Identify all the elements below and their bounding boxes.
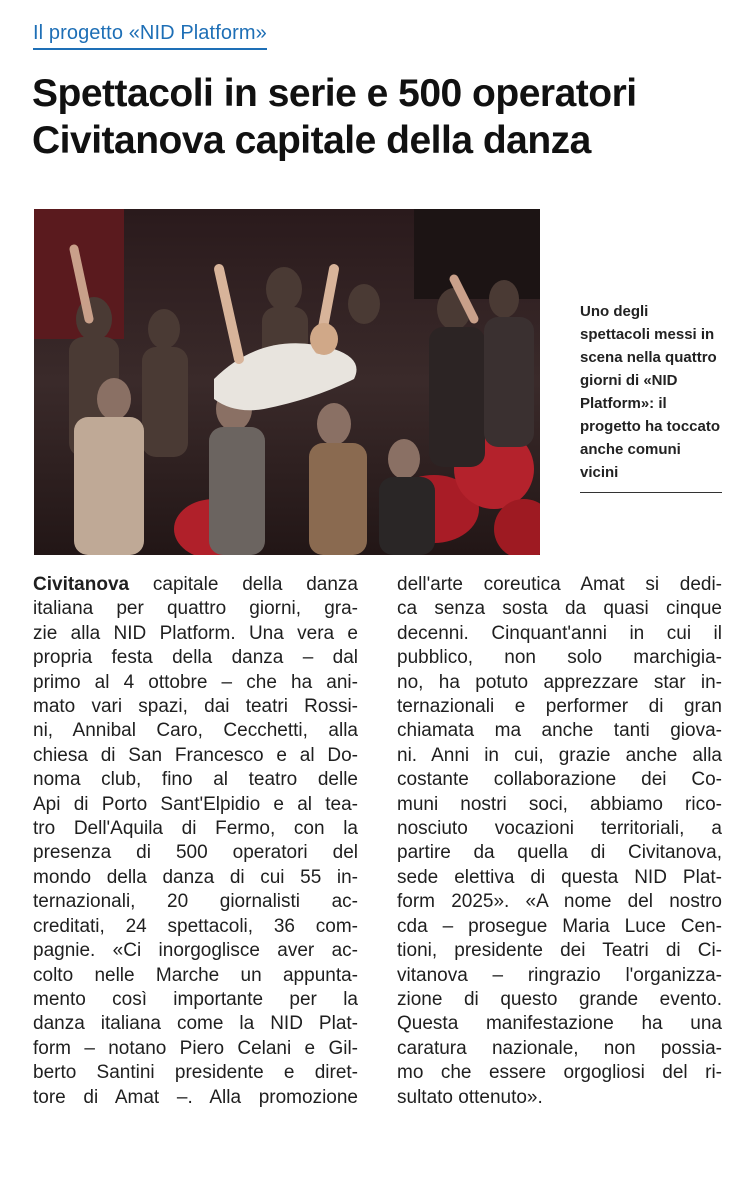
- article-line: tioni, presidente dei Teatri di Ci-: [397, 940, 722, 962]
- article-line: costante collaborazione dei Co-: [397, 769, 722, 791]
- article-line: zione di questo grande evento.: [397, 988, 722, 1010]
- article-line: chiesa di San Francesco e al Do-: [33, 744, 358, 766]
- article-line: mondo della danza di cui 55 in-: [33, 866, 358, 888]
- article-line: mato vari spazi, dai teatri Rossi-: [33, 696, 358, 718]
- article-line: berto Santini presidente e diret-: [33, 1062, 358, 1084]
- article-line: vitanova – ringrazio l'organizza-: [397, 964, 722, 986]
- article-line: presenza di 500 operatori del: [33, 842, 358, 864]
- article-line: ternazionali, 20 giornalisti ac-: [33, 891, 358, 913]
- article-line: caratura nazionale, non possia-: [397, 1037, 722, 1059]
- article-line: Api di Porto Sant'Elpidio e al tea-: [33, 793, 358, 815]
- article-line: chiamata ma anche tanti giova-: [397, 720, 722, 742]
- article-column-left: [33, 573, 358, 1110]
- article-line: form 2025». «A nome del nostro: [397, 891, 722, 913]
- article-line: Questa manifestazione ha una: [397, 1013, 722, 1035]
- article-line: dell'arte coreutica Amat si dedi-: [397, 574, 722, 595]
- article-line: pubblico, non solo marchigia-: [397, 647, 722, 669]
- section-kicker: Il progetto «NID Platform»: [33, 22, 267, 50]
- article-line: muni nostri soci, abbiamo rico-: [397, 793, 722, 815]
- article-line: decenni. Cinquant'anni in cui il: [397, 622, 722, 644]
- article-line: tro Dell'Aquila di Fermo, con la: [33, 818, 358, 840]
- headline-line-1: Spettacoli in serie e 500 operatori: [32, 72, 637, 115]
- article-line: no, ha potuto apprezzare star in-: [397, 671, 722, 693]
- headline-line-2: Civitanova capitale della danza: [32, 119, 591, 162]
- article-line: nosciuto vocazioni territoriali, a: [397, 818, 722, 840]
- article-line: Civitanova capitale della danza: [33, 574, 358, 595]
- article-line: sede elettiva di questa NID Plat-: [397, 866, 722, 888]
- article-line: ni, Annibal Caro, Cecchetti, alla: [33, 720, 358, 742]
- article-line: partire da quella di Civitanova,: [397, 842, 722, 864]
- article-line: tore di Amat –. Alla promozione: [33, 1086, 358, 1108]
- lead-word: Civitanova: [33, 574, 130, 595]
- article-line: propria festa della danza – dal: [33, 647, 358, 669]
- article-line: pagnie. «Ci inorgoglisce aver ac-: [33, 940, 358, 962]
- article-line: zie alla NID Platform. Una vera e: [33, 622, 358, 644]
- article-line: italiana per quattro giorni, gra-: [33, 598, 358, 620]
- headline: [32, 70, 732, 164]
- article-line: mento così importante per la: [33, 988, 358, 1010]
- article-line: primo al 4 ottobre – che ha ani-: [33, 671, 358, 693]
- article-line: mo che essere orgogliosi del ri-: [397, 1062, 722, 1084]
- article-line: ternazionali e performer di gran: [397, 696, 722, 718]
- article-line: creditati, 24 spettacoli, 36 com-: [33, 915, 358, 937]
- article-line: ni. Anni in cui, grazie anche alla: [397, 744, 722, 766]
- article-line: danza italiana come la NID Plat-: [33, 1013, 358, 1035]
- article-line: form – notano Piero Celani e Gil-: [33, 1037, 358, 1059]
- article-line: cda – prosegue Maria Luce Cen-: [397, 915, 722, 937]
- event-photo: [34, 209, 540, 555]
- article-line: noma club, fino al teatro delle: [33, 769, 358, 791]
- article-line: sultato ottenuto».: [397, 1086, 543, 1108]
- photo-caption: Uno degli spettacoli messi in scena nella quattro giorni di «NID Platform»: il progetto ha toccato anche comuni vicini: [580, 300, 722, 493]
- article-line: ca senza sosta da quasi cinque: [397, 598, 722, 620]
- article-line: colto nelle Marche un appunta-: [33, 964, 358, 986]
- article-column-right: [397, 573, 722, 1110]
